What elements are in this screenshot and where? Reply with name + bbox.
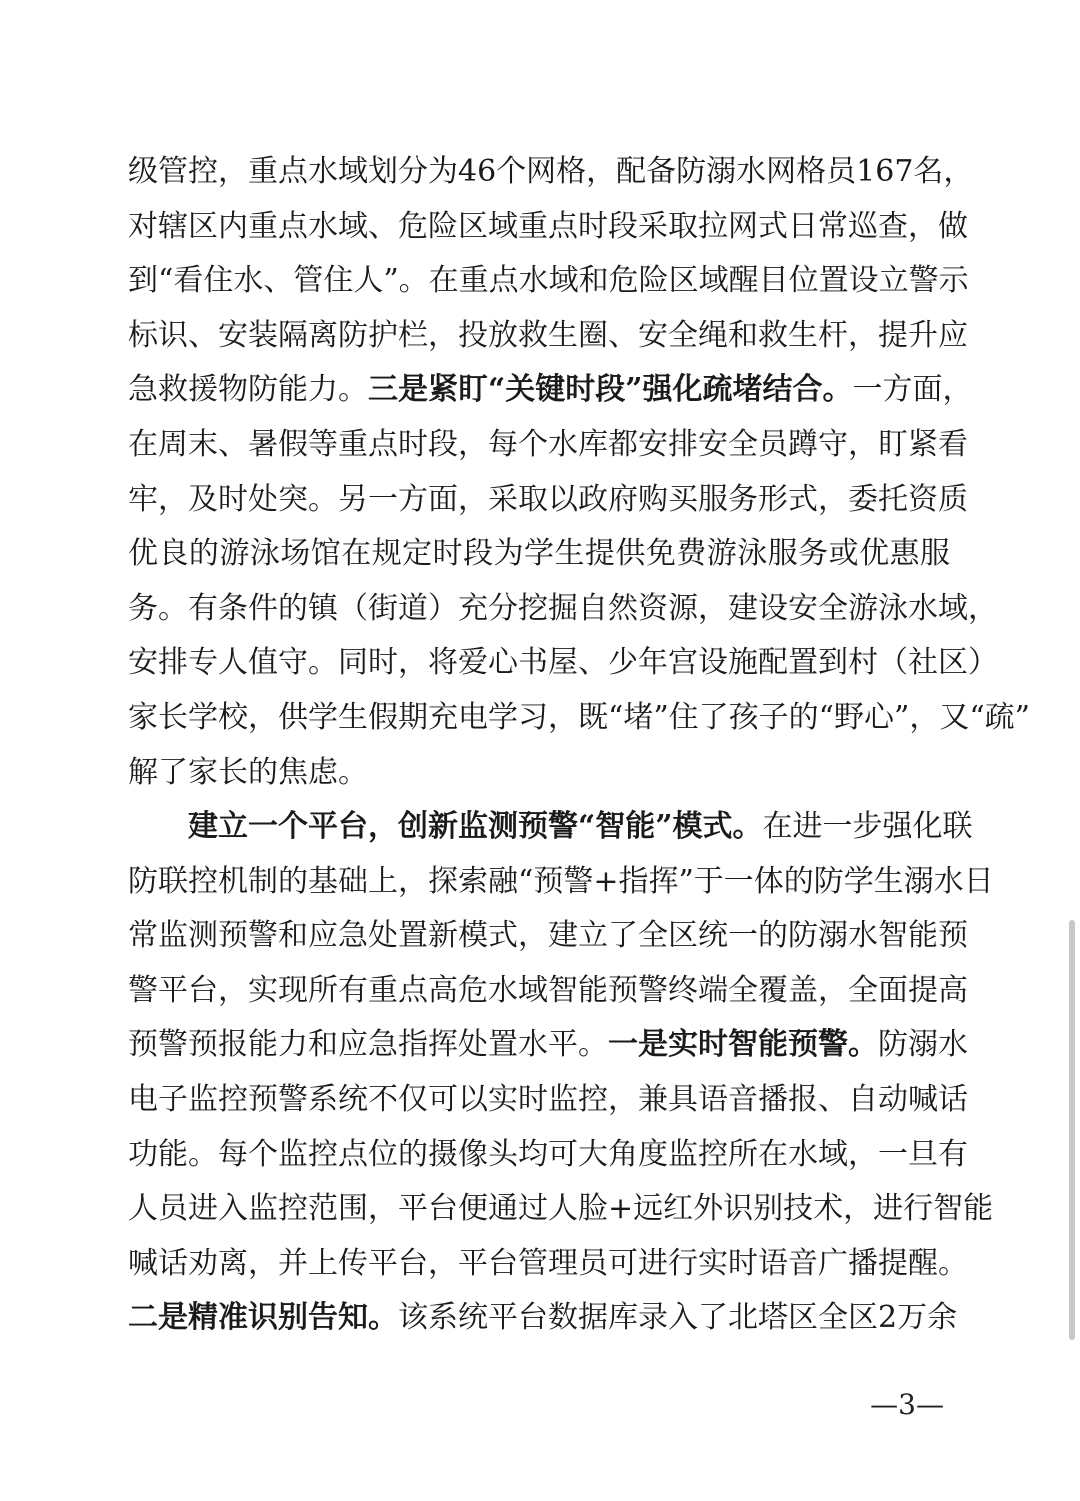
text-line: 务。有条件的镇（街道）充分挖掘自然资源，建设安全游泳水域， — [128, 590, 998, 626]
text-line: 牢，及时处突。另一方面，采取以政府购买服务形式，委托资质 — [128, 481, 968, 517]
text-run: 该系统平台数据库录入了北塔区全区2万余 — [398, 1300, 958, 1336]
text-run: 急救援物防能力。 — [128, 372, 368, 408]
text-line — [128, 363, 973, 418]
text-line: 家长学校，供学生假期充电学习，既“堵”住了孩子的“野心”，又“疏” — [128, 699, 1031, 735]
text-line: 警平台，实现所有重点高危水域智能预警终端全覆盖，全面提高 — [128, 972, 968, 1008]
vertical-scrollbar[interactable] — [1069, 920, 1075, 1340]
text-line: 常监测预警和应急处置新模式，建立了全区统一的防溺水智能预 — [128, 918, 968, 954]
bold-heading-run: 建立一个平台，创新监测预警“智能”模式。 — [188, 809, 763, 844]
bold-heading-run: 二是精准识别告知。 — [128, 1300, 398, 1336]
text-line — [128, 800, 973, 855]
text-line: 对辖区内重点水域、危险区域重点时段采取拉网式日常巡查，做 — [128, 208, 968, 244]
text-line: 安排专人值守。同时，将爱心书屋、少年宫设施配置到村（社区） — [128, 645, 998, 681]
text-line: 防联控机制的基础上，探索融“预警+指挥”于一体的防学生溺水日 — [128, 863, 994, 899]
text-run: 预警预报能力和应急指挥处置水平。 — [128, 1027, 608, 1063]
text-run: 一方面， — [852, 372, 973, 408]
text-line: 功能。每个监控点位的摄像头均可大角度监控所在水域，一旦有 — [128, 1136, 968, 1172]
text-line: 喊话劝离，并上传平台，平台管理员可进行实时语音广播提醒。 — [128, 1245, 968, 1281]
text-line: 解了家长的焦虑。 — [128, 754, 368, 790]
text-line: 在周末、暑假等重点时段，每个水库都安排安全员蹲守，盯紧看 — [128, 426, 968, 462]
text-line — [128, 1291, 958, 1346]
text-line: 人员进入监控范围，平台便通过人脸+远红外识别技术，进行智能 — [128, 1191, 994, 1227]
paragraph-2 — [128, 800, 994, 1346]
text-line: 标识、安装隔离防护栏，投放救生圈、安全绳和救生杆，提升应 — [128, 317, 968, 353]
text-line: 级管控，重点水域划分为46个网格，配备防溺水网格员167名， — [128, 154, 974, 189]
text-line: 电子监控预警系统不仅可以实时监控，兼具语音播报、自动喊话 — [128, 1081, 968, 1117]
text-line: 优良的游泳场馆在规定时段为学生提供免费游泳服务或优惠服 — [128, 536, 950, 572]
text-line — [128, 1018, 968, 1073]
text-line: 到“看住水、管住人”。在重点水域和危险区域醒目位置设立警示 — [128, 263, 969, 299]
page-number: —3— — [870, 1388, 944, 1421]
text-run: 在进一步强化联 — [762, 809, 973, 844]
paragraph-1 — [128, 145, 1031, 800]
bold-heading-run: 一是实时智能预警。 — [608, 1027, 878, 1063]
bold-heading-run: 三是紧盯“关键时段”强化疏堵结合。 — [368, 372, 853, 408]
text-run: 防溺水 — [878, 1027, 968, 1063]
